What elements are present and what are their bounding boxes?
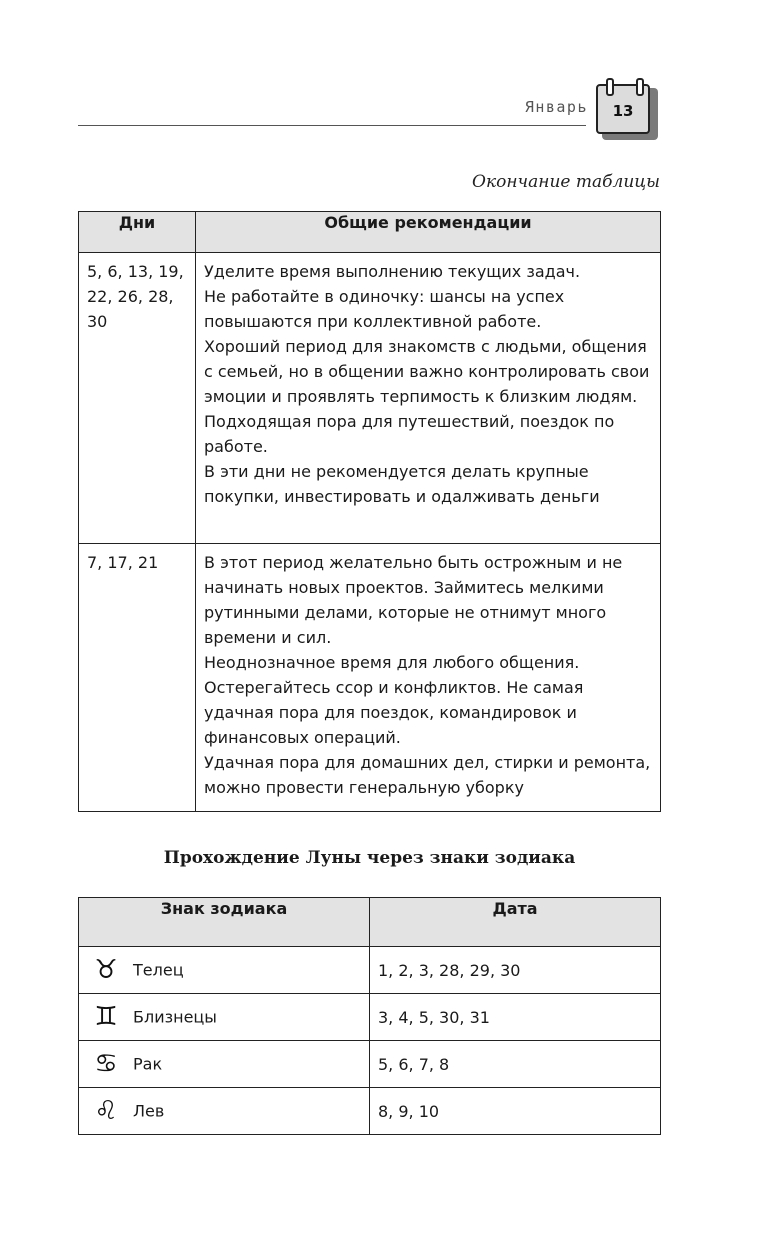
table-row <box>79 253 661 544</box>
recommendation-paragraph: Уделите время выполнению текущих задач. <box>204 262 581 281</box>
sign-cell <box>79 994 370 1041</box>
table-row <box>79 947 661 994</box>
sign-name: Телец <box>133 960 184 980</box>
days-cell: 7, 17, 21 <box>79 544 196 812</box>
table-header-row <box>79 212 661 253</box>
table-row <box>79 544 661 812</box>
sign-name: Лев <box>133 1101 165 1121</box>
sign-cell <box>79 947 370 994</box>
page-header <box>78 80 668 150</box>
table-row <box>79 1041 661 1088</box>
calendar-page-icon <box>596 80 662 144</box>
zodiac-table <box>78 897 661 1135</box>
table-header-row <box>79 898 661 947</box>
recommendation-paragraph: Неоднозначное время для любого общения. Остерегайтесь ссор и конфликтов. Не самая удачная пора для поездок, командировок и финансовых операций. <box>204 653 584 747</box>
days-header: Дни <box>79 212 196 253</box>
date-header: Дата <box>370 898 661 947</box>
recommendation-paragraph: В этот период желательно быть острожным и не начинать новых проектов. Займитесь мелкими рутинными делами, которые не отнимут много времени и сил. <box>204 553 623 647</box>
zodiac-sign-header: Знак зодиака <box>79 898 370 947</box>
calendar-ring <box>636 78 644 96</box>
section-title: Прохождение Луны через знаки зодиака <box>163 848 576 868</box>
recommendation-paragraph: Хороший период для знакомств с людьми, общения с семьей, но в общении важно контролировать свои эмоции и проявлять терпимость к близким людям. <box>204 337 650 406</box>
dates-cell: 8, 9, 10 <box>370 1088 661 1135</box>
header-rule <box>78 125 586 126</box>
recommendations-header: Общие рекомендации <box>196 212 661 253</box>
table-caption: Окончание таблицы <box>472 172 660 192</box>
calendar-ring <box>606 78 614 96</box>
recommendation-paragraph: Не работайте в одиночку: шансы на успех повышаются при коллективной работе. <box>204 287 565 331</box>
recommendations-table <box>78 211 661 812</box>
dates-cell: 1, 2, 3, 28, 29, 30 <box>370 947 661 994</box>
recommendation-paragraph: Удачная пора для домашних дел, стирки и ремонта, можно провести генеральную уборку <box>204 753 651 797</box>
gemini-icon: ♊ <box>94 1002 118 1032</box>
recommendation-paragraph: Подходящая пора для путешествий, поездок по работе. <box>204 412 615 456</box>
sign-cell <box>79 1088 370 1135</box>
table-row <box>79 994 661 1041</box>
running-title: Январь <box>524 98 588 116</box>
recommendations-cell <box>196 253 661 544</box>
sign-cell <box>79 1041 370 1088</box>
days-cell: 5, 6, 13, 19, 22, 26, 28, 30 <box>79 253 196 544</box>
sign-name: Близнецы <box>133 1007 217 1027</box>
dates-cell: 3, 4, 5, 30, 31 <box>370 994 661 1041</box>
sign-name: Рак <box>133 1054 163 1074</box>
cancer-icon: ♋ <box>94 1049 118 1079</box>
recommendation-paragraph: В эти дни не рекомендуется делать крупные покупки, инвестировать и одалживать деньги <box>204 462 600 506</box>
table-row <box>79 1088 661 1135</box>
taurus-icon: ♉ <box>94 955 118 985</box>
recommendations-cell <box>196 544 661 812</box>
page-number: 13 <box>596 84 650 134</box>
dates-cell: 5, 6, 7, 8 <box>370 1041 661 1088</box>
leo-icon: ♌ <box>94 1096 118 1126</box>
